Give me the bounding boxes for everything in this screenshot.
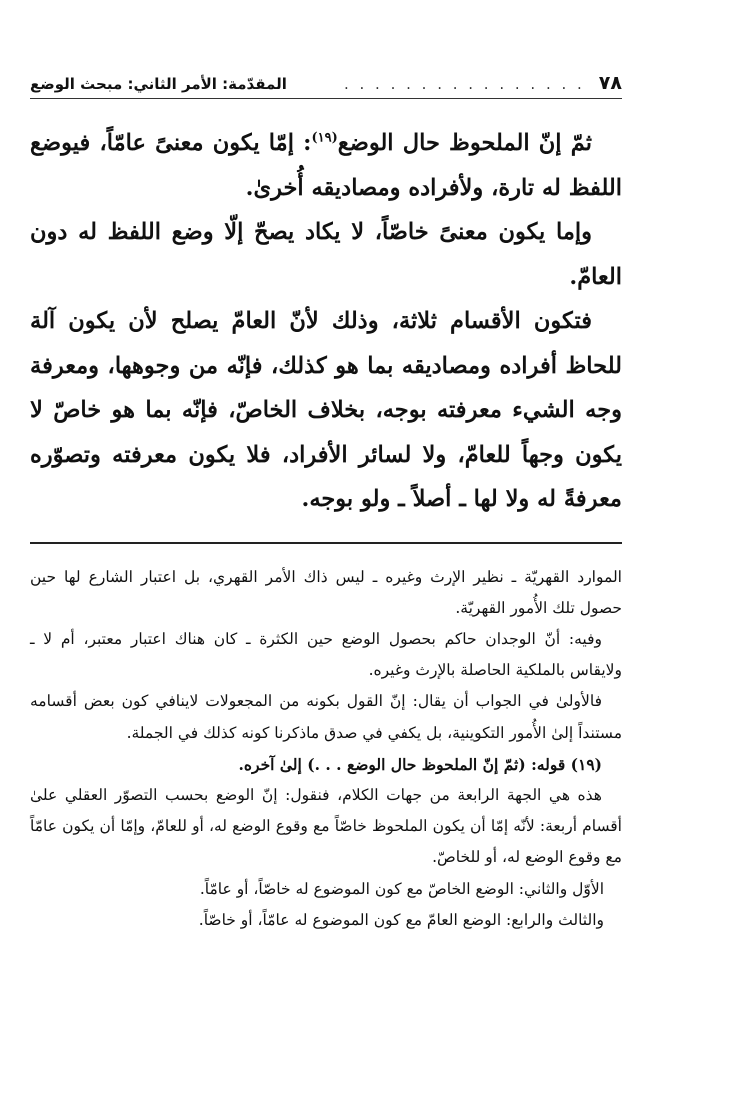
footnote-19-quote: (ثمّ إنّ الملحوظ حال الوضع . . .) [307, 754, 526, 774]
footnote-continuation: الموارد القهريّة ـ نظير الإرث وغيره ـ ليس ذاك الأمر القهري، بل اعتبار الشارع لها حين حصول تلك الأُمور القهريّة. [30, 567, 622, 617]
book-page [30, 72, 622, 936]
footnote-paragraph: فالأولىٰ في الجواب أن يقال: إنّ القول بكونه من المجعولات لاينافي كون بعض أقسامه مستنداً إلىٰ الأُمور التكوينية، بل يكفي في صدق ماذكرنا كونه كذلك في الجملة. [30, 692, 622, 742]
paragraph-1 [30, 121, 622, 210]
footnote-marker-19[interactable]: (١٩) [311, 130, 338, 146]
footnotes [30, 562, 622, 936]
page-number: ٧٨ [598, 72, 622, 94]
footnote-separator [30, 542, 622, 544]
running-header [30, 72, 622, 99]
chapter-title: المقدّمة: الأمر الثاني: مبحث الوضع [30, 75, 287, 93]
header-leader-dots: . . . . . . . . . . . . . . . . [343, 75, 585, 93]
footnote-paragraph: والثالث والرابع: الوضع العامّ مع كون الموضوع له عامّاً، أو خاصّاً. [198, 910, 604, 929]
paragraph-1-end: : إمّا يكون معنىً عامّاً، فيوضع اللفظ له تارة، ولأفراده ومصاديقه أُخرىٰ. [30, 130, 622, 201]
footnote-19-rest: إلىٰ آخره. [238, 754, 302, 774]
footnote-paragraph: وفيه: أنّ الوجدان حاكم بحصول الوضع حين الكثرة ـ كان هناك اعتبار معتبر، أم لا ـ ولايقاس بالملكية الحاصلة بالإرث وغيره. [30, 629, 622, 680]
footnote-paragraph: الأوّل والثاني: الوضع الخاصّ مع كون الموضوع له خاصّاً، أو عامّاً. [199, 879, 604, 898]
paragraph-1-start: ثمّ إنّ الملحوظ حال الوضع [337, 130, 592, 156]
footnote-paragraph: هذه هي الجهة الرابعة من جهات الكلام، فنقول: إنّ الوضع بحسب التصوّر العقلي علىٰ أقسام أربعة: لأنّه إمّا أن يكون الملحوظ خاصّاً مع وقوع الوضع له، أو للعامّ، وإمّا أن يكون عامّاً مع وقوع الوضع له، أو للخاصّ. [30, 785, 622, 867]
footnote-19-label: (١٩) قوله: [531, 754, 602, 774]
footnote-19-heading [30, 749, 622, 780]
main-text [30, 121, 622, 522]
paragraph-3: فتكون الأقسام ثلاثة، وذلك لأنّ العامّ يصلح لأن يكون آلة للحاظ أفراده ومصاديقه بما هو كذلك، فإنّه من وجوهها، ومعرفة وجه الشيء معرفته بوجه، بخلاف الخاصّ، فإنّه بما هو خاصّ لا يكون وجهاً للعامّ، ولا لسائر الأفراد، فلا يكون معرفته وتصوّره معرفةً له ولا لها ـ أصلاً ـ ولو بوجه. [30, 308, 622, 512]
paragraph-2: وإما يكون معنىً خاصّاً، لا يكاد يصحّ إلّا وضع اللفظ له دون العامّ. [30, 219, 622, 290]
